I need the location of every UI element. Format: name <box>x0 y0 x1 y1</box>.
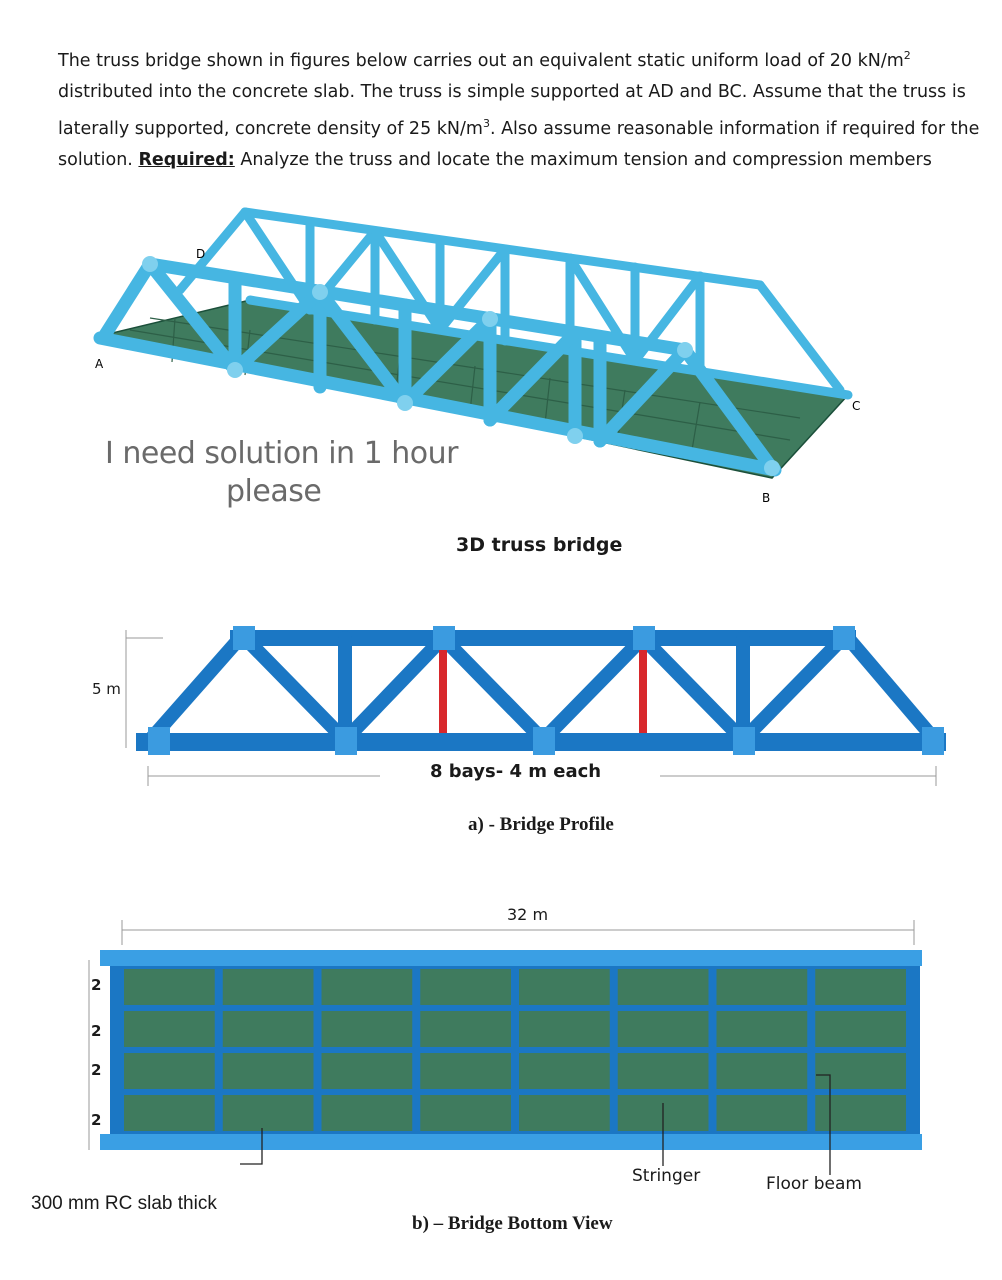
deck-panel <box>519 1095 610 1131</box>
deck-panel <box>618 969 709 1005</box>
deck-panel <box>322 1095 413 1131</box>
deck-panel <box>618 1053 709 1089</box>
problem-text-4: Analyze the truss and locate the maximum tension and compression members <box>234 149 932 170</box>
deck-panel <box>717 1011 808 1047</box>
deck-panel <box>717 969 808 1005</box>
profile-members <box>150 638 935 740</box>
deck-panel <box>519 969 610 1005</box>
bottom-chord-top <box>100 950 922 966</box>
deck-panel <box>420 969 511 1005</box>
caption-bottom: b) – Bridge Bottom View <box>412 1213 613 1234</box>
deck-panel <box>618 1011 709 1047</box>
deck-panel <box>717 1053 808 1089</box>
height-label: 5 m <box>92 680 121 698</box>
deck-panel <box>420 1053 511 1089</box>
deck-panel <box>420 1095 511 1131</box>
handwritten-note-line2: please <box>226 474 322 509</box>
deck-panel <box>815 969 906 1005</box>
deck-panel <box>124 1011 215 1047</box>
label-D: D <box>196 247 206 261</box>
deck-panel <box>815 1011 906 1047</box>
floor-beam-label: Floor beam <box>766 1174 862 1194</box>
deck-panel <box>717 1095 808 1131</box>
superscript-2: 2 <box>903 49 911 62</box>
deck-panel <box>124 969 215 1005</box>
width-label: 32 m <box>507 905 549 924</box>
problem-text-1: The truss bridge shown in figures below carries out an equivalent static uniform load of 20 kN/m <box>58 50 904 71</box>
spacing-label-1: 2 <box>91 976 102 994</box>
slab-thickness-label: 300 mm RC slab thick <box>31 1193 217 1214</box>
span-label: 8 bays- 4 m each <box>430 761 602 782</box>
deck-panel <box>223 969 314 1005</box>
bottom-chord-bottom <box>100 1134 922 1150</box>
superscript-3: 3 <box>482 116 490 130</box>
label-A: A <box>95 357 104 371</box>
deck-panel <box>223 1095 314 1131</box>
deck-panel <box>519 1053 610 1089</box>
deck-panel <box>420 1011 511 1047</box>
bottom-view <box>89 920 922 1175</box>
spacing-label-4: 2 <box>91 1111 102 1129</box>
stringer-label: Stringer <box>632 1166 701 1186</box>
spacing-label-2: 2 <box>91 1022 102 1040</box>
label-C: C <box>852 399 861 413</box>
deck-panel <box>322 1011 413 1047</box>
caption-profile: a) - Bridge Profile <box>468 814 614 835</box>
required-label: Required: <box>138 149 235 170</box>
caption-3d: 3D truss bridge <box>456 534 623 556</box>
deck-panel <box>815 1053 906 1089</box>
problem-text-2: distributed into the concrete slab. The truss is simple supported at AD and BC. Assume that the truss is laterally supported, concrete density of 25 kN/m <box>58 81 966 139</box>
deck-panel <box>322 1053 413 1089</box>
deck-panel <box>223 1011 314 1047</box>
deck-panel <box>519 1011 610 1047</box>
deck-panel <box>322 969 413 1005</box>
deck-panel <box>124 1053 215 1089</box>
handwritten-note-line1: I need solution in 1 hour <box>105 436 458 471</box>
label-B: B <box>762 491 771 505</box>
deck-panel <box>124 1095 215 1131</box>
deck-panel <box>223 1053 314 1089</box>
problem-text-3: . Also assume reasonable information if required for the solution. <box>58 118 980 170</box>
spacing-label-3: 2 <box>91 1061 102 1079</box>
profile-top-chord <box>230 630 856 646</box>
deck-panel <box>815 1095 906 1131</box>
